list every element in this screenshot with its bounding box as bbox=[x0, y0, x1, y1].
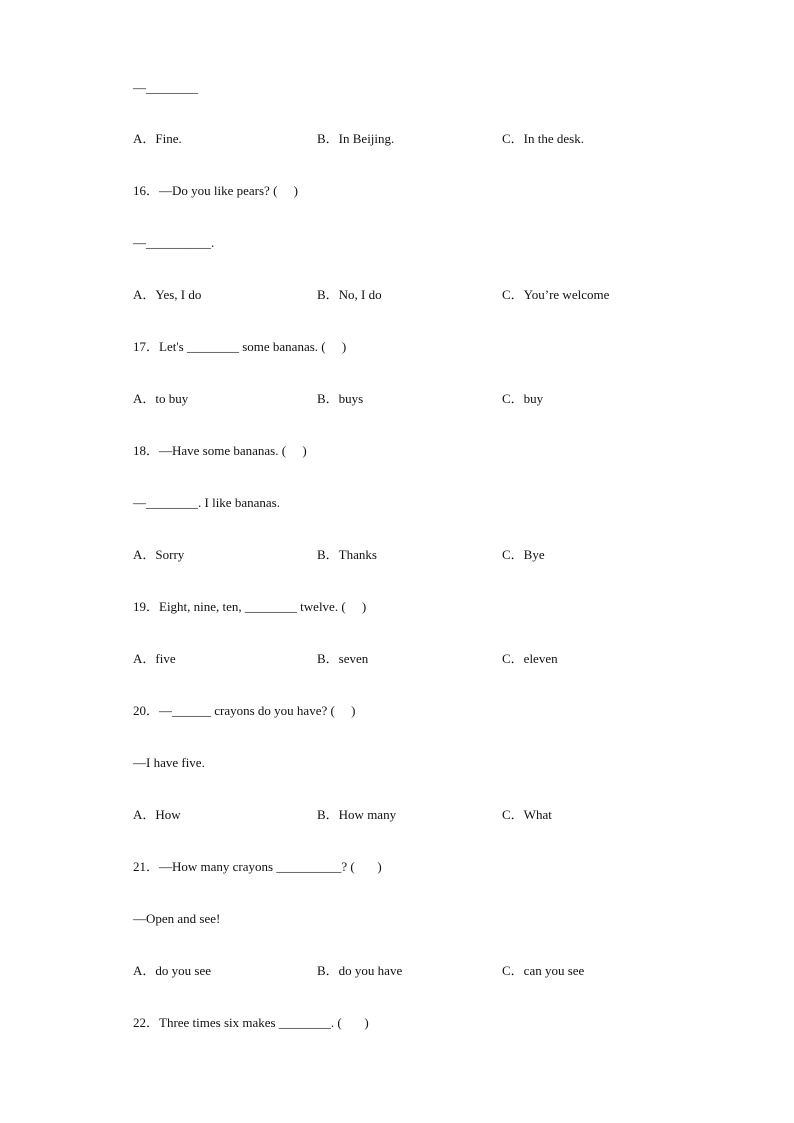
q21-option-a: A．do you see bbox=[133, 963, 211, 978]
q21-question: 21．—How many crayons __________? ( ) bbox=[133, 859, 382, 874]
q21-option-b: B．do you have bbox=[317, 963, 403, 978]
q18-option-c: C．Bye bbox=[502, 547, 545, 562]
q20-answer-line: —I have five. bbox=[133, 755, 205, 770]
q18-question: 18．—Have some bananas. ( ) bbox=[133, 443, 307, 458]
q15-answer-line: —________ bbox=[133, 80, 198, 95]
q18-option-b: B．Thanks bbox=[317, 547, 377, 562]
q19-option-b: B．seven bbox=[317, 651, 369, 666]
q20-question: 20．—______ crayons do you have? ( ) bbox=[133, 703, 356, 718]
q19-question: 19．Eight, nine, ten, ________ twelve. ( ) bbox=[133, 599, 367, 614]
q17-question: 17．Let's ________ some bananas. ( ) bbox=[133, 339, 347, 354]
q15-option-b: B．In Beijing. bbox=[317, 131, 395, 146]
q16-answer-line: —__________. bbox=[133, 235, 215, 250]
q20-option-b: B．How many bbox=[317, 807, 397, 822]
q16-question: 16．—Do you like pears? ( ) bbox=[133, 183, 298, 198]
q20-option-c: C．What bbox=[502, 807, 552, 822]
q17-option-a: A．to buy bbox=[133, 391, 189, 406]
q17-option-c: C．buy bbox=[502, 391, 544, 406]
q15-option-a: A．Fine. bbox=[133, 131, 182, 146]
q20-option-a: A．How bbox=[133, 807, 181, 822]
q15-option-c: C．In the desk. bbox=[502, 131, 584, 146]
q18-option-a: A．Sorry bbox=[133, 547, 185, 562]
q18-answer-line: —________. I like bananas. bbox=[133, 495, 280, 510]
q16-option-b: B．No, I do bbox=[317, 287, 382, 302]
q16-option-c: C．You’re welcome bbox=[502, 287, 610, 302]
q17-option-b: B．buys bbox=[317, 391, 364, 406]
q19-option-c: C．eleven bbox=[502, 651, 558, 666]
q21-option-c: C．can you see bbox=[502, 963, 585, 978]
q16-option-a: A．Yes, I do bbox=[133, 287, 202, 302]
q19-option-a: A．five bbox=[133, 651, 176, 666]
q22-question: 22．Three times six makes ________. ( ) bbox=[133, 1015, 369, 1030]
q21-answer-line: —Open and see! bbox=[133, 911, 221, 926]
